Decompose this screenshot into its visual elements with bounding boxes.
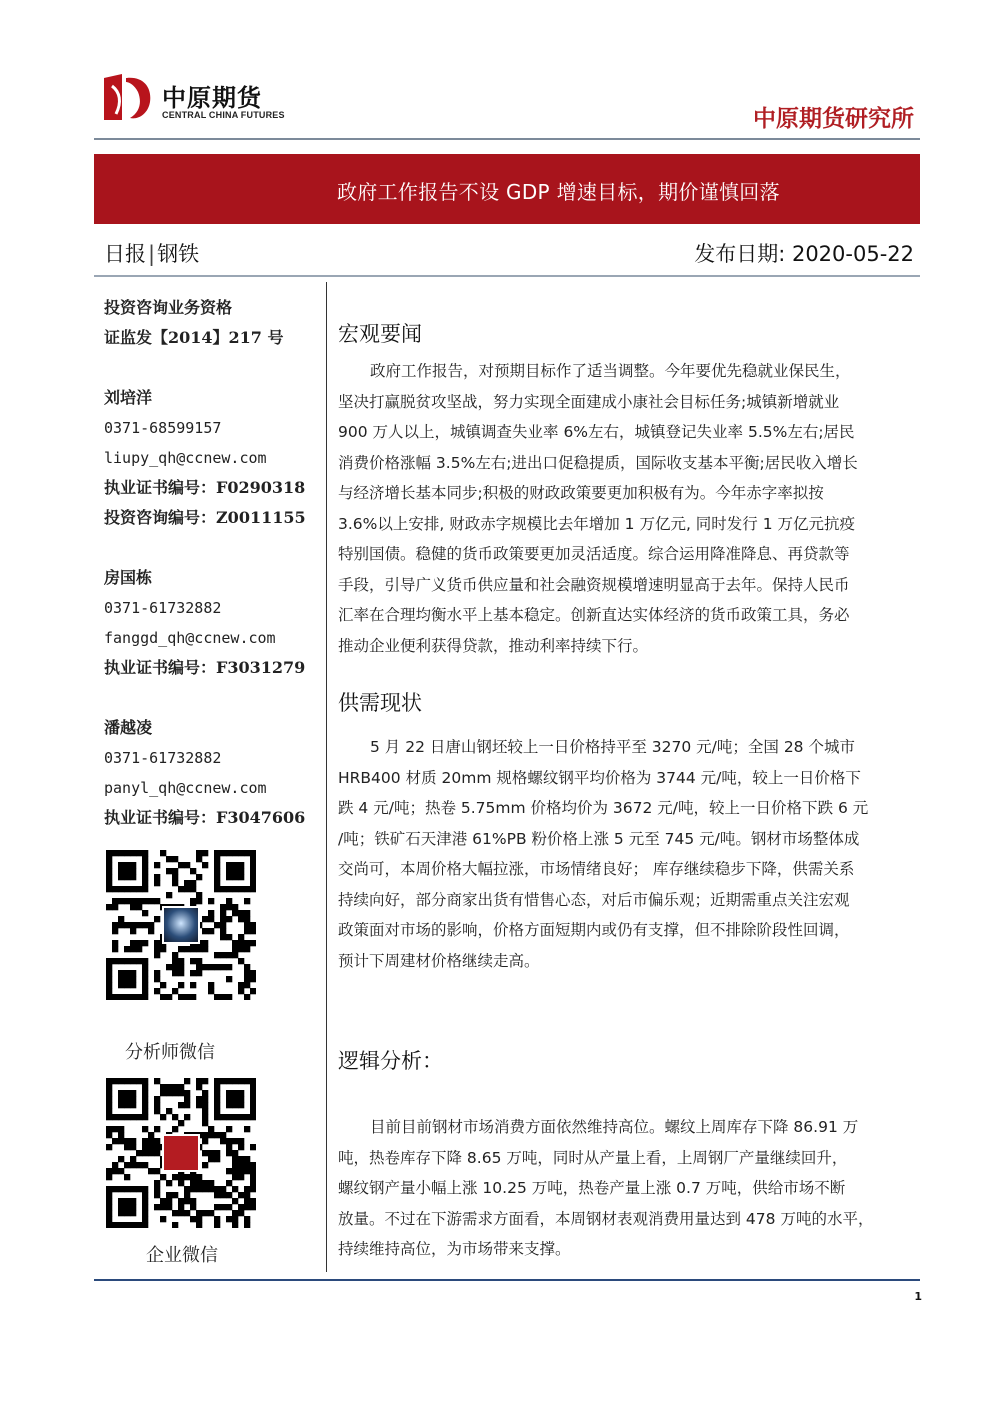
paragraph-line: 放量。不过在下游需求方面看，本周钢材表观消费用量达到 478 万吨的水平， <box>338 1209 874 1228</box>
column-divider <box>326 282 327 1272</box>
paragraph-line: 持续维持高位，为市场带来支撑。 <box>338 1240 571 1258</box>
paragraph-line: 汇率在合理均衡水平上基本稳定。创新直达实体经济的货币政策工具，务必 <box>338 606 850 624</box>
institute-name: 中原期货研究所 <box>753 106 914 132</box>
logo-text-en: CENTRAL CHINA FUTURES <box>162 110 285 120</box>
paragraph-line: 5 月 22 日唐山钢坯较上一日价格持平至 3270 元/吨；全国 28 个城市 <box>370 738 855 756</box>
report-title: 政府工作报告不设 GDP 增速目标，期价谨慎回落 <box>337 180 780 204</box>
paragraph-line: 政府工作报告，对预期目标作了适当调整。今年要优先稳就业保民生， <box>370 362 851 380</box>
paragraph-line: HRB400 材质 20mm 规格螺纹钢平均价格为 3744 元/吨，较上一日价格下 <box>338 768 861 787</box>
analyst-email[interactable]: panyl_qh@ccnew.com <box>104 779 267 797</box>
analyst-phone: 0371-68599157 <box>104 419 222 437</box>
paragraph-line: 吨，热卷库存下降 8.65 万吨，同时从产量上看，上周钢厂产量继续回升， <box>338 1148 848 1167</box>
paragraph-line: 900 万人以上，城镇调查失业率 6%左右，城镇登记失业率 5.5%左右;居民 <box>338 423 855 441</box>
analyst-consult-no: 投资咨询编号：Z0011155 <box>104 508 306 527</box>
paragraph-line: 交尚可，本周价格大幅拉涨，市场情绪良好； 库存继续稳步下降，供需关系 <box>338 860 855 878</box>
analyst-sidebar <box>104 293 324 833</box>
logo-text-cn: 中原期货 <box>162 84 262 112</box>
paragraph-line: 特别国债。稳健的货币政策要更加灵活适度。综合运用降准降息、再贷款等 <box>338 545 850 563</box>
analyst-wechat-qr-icon <box>106 850 256 1000</box>
analyst-email[interactable]: fanggd_qh@ccnew.com <box>104 629 276 647</box>
title-banner <box>94 154 920 224</box>
category-daily: 日报 <box>104 242 146 266</box>
qualification-number: 证监发【2014】217 号 <box>104 328 284 347</box>
company-wechat-caption: 企业微信 <box>146 1245 218 1266</box>
analyst-cert: 执业证书编号：F0290318 <box>104 478 306 497</box>
qualification-title: 投资咨询业务资格 <box>104 298 233 317</box>
paragraph-line: 坚决打赢脱贫攻坚战，努力实现全面建成小康社会目标任务;城镇新增就业 <box>338 392 840 411</box>
analyst-name: 刘培洋 <box>104 388 153 407</box>
meta-rule <box>94 275 920 277</box>
analyst-phone: 0371-61732882 <box>104 749 222 767</box>
section-body-macro <box>338 356 914 661</box>
company-wechat-qr-icon <box>106 1078 256 1228</box>
footer-rule <box>94 1279 920 1281</box>
paragraph-line: 消费价格涨幅 3.5%左右;进出口促稳提质，国际收支基本平衡;居民收入增长 <box>338 453 858 472</box>
paragraph-line: 与经济增长基本同步;积极的财政政策要更加积极有为。今年赤字率拟按 <box>338 484 824 502</box>
report-category <box>104 238 199 268</box>
paragraph-line: 手段，引导广义货币供应量和社会融资规模增速明显高于去年。保持人民币 <box>338 575 850 594</box>
analyst-phone: 0371-61732882 <box>104 599 222 617</box>
header-rule <box>94 138 920 140</box>
qr-center-logo <box>162 1134 200 1172</box>
section-body-supply <box>338 732 914 976</box>
publish-date: 发布日期: 2020-05-22 <box>694 242 914 266</box>
paragraph-line: 推动企业便利获得贷款，推动利率持续下行。 <box>338 636 649 655</box>
paragraph-line: 螺纹钢产量小幅上涨 10.25 万吨，热卷产量上涨 0.7 万吨，供给市场不断 <box>338 1179 846 1197</box>
analyst-email[interactable]: liupy_qh@ccnew.com <box>104 449 267 467</box>
analyst-wechat-caption: 分析师微信 <box>125 1042 215 1063</box>
paragraph-line: 预计下周建材价格继续走高。 <box>338 951 540 970</box>
category-divider: | <box>148 242 156 266</box>
section-heading-macro: 宏观要闻 <box>338 322 422 346</box>
logo-mark-icon <box>100 72 156 124</box>
analyst-name: 潘越凌 <box>104 718 153 737</box>
page-number: 1 <box>914 1290 922 1303</box>
paragraph-line: 3.6%以上安排, 财政赤字规模比去年增加 1 万亿元, 同时发行 1 万亿元抗疫 <box>338 514 856 533</box>
paragraph-line: 持续向好，部分商家出货有惜售心态，对后市偏乐观；近期需重点关注宏观 <box>338 890 850 909</box>
category-steel: 钢铁 <box>157 242 200 266</box>
company-logo <box>100 70 300 130</box>
qr-center-image <box>162 906 200 944</box>
section-body-logic <box>338 1112 914 1265</box>
paragraph-line: 跌 4 元/吨；热卷 5.75mm 价格均价为 3672 元/吨，较上一日价格下跌 6 元 <box>338 799 869 817</box>
section-heading-logic: 逻辑分析： <box>338 1049 443 1073</box>
analyst-name: 房国栋 <box>104 568 153 587</box>
section-heading-supply: 供需现状 <box>338 691 422 715</box>
paragraph-line: 目前目前钢材市场消费方面依然维持高位。螺纹上周库存下降 86.91 万 <box>370 1118 859 1136</box>
analyst-cert: 执业证书编号：F3031279 <box>104 658 306 677</box>
analyst-cert: 执业证书编号：F3047606 <box>104 808 306 827</box>
paragraph-line: /吨；铁矿石天津港 61%PB 粉价格上涨 5 元至 745 元/吨。钢材市场整体成 <box>338 829 860 848</box>
paragraph-line: 政策面对市场的影响，价格方面短期内或仍有支撑，但不排除阶段性回调， <box>338 921 850 939</box>
